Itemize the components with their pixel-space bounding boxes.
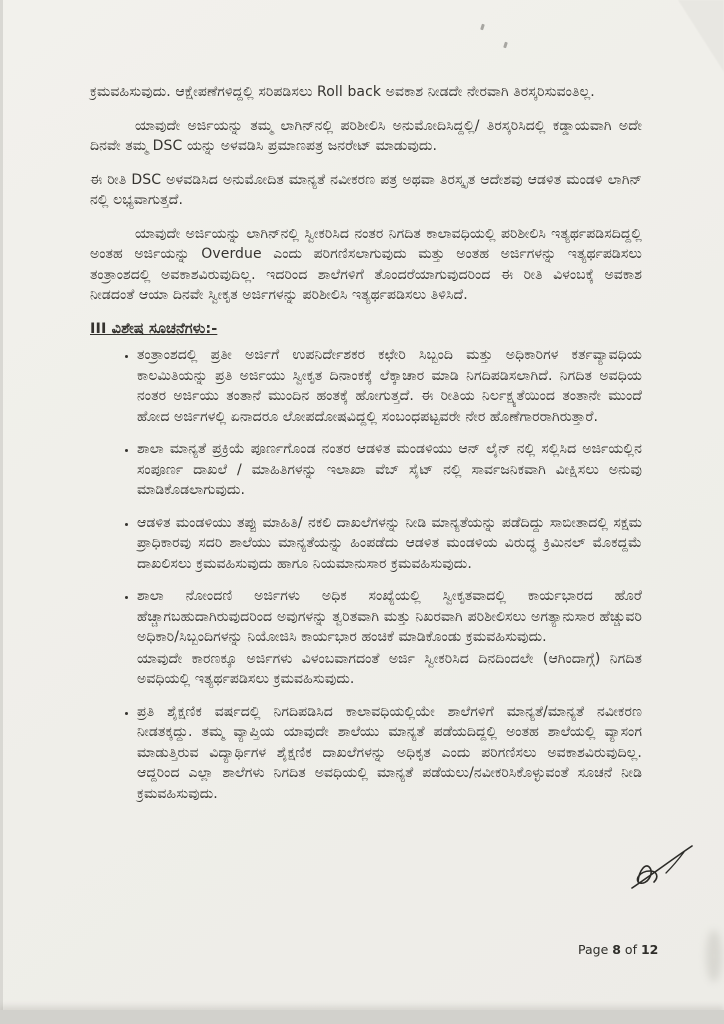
bullet-item: [137, 513, 642, 575]
scan-smudge: [706, 930, 722, 982]
bullet-item: [137, 439, 642, 501]
bullet-item: [137, 702, 642, 805]
bullet-list: [90, 345, 642, 804]
page-footer: [578, 942, 658, 957]
bullet-text: ಶಾಲಾ ಮಾನ್ಯತೆ ಪ್ರಕ್ರಿಯೆ ಪೂರ್ಣಗೊಂಡ ನಂತರ ಆಡಳಿತ ಮಂಡಳಿಯು ಆನ್ ಲೈನ್ ನಲ್ಲಿ ಸಲ್ಲಿಸಿದ ಅರ್ಜಿಯಲ್ಲಿನ ಸಂಪೂರ್ಣ ದಾಖಲೆ / ಮಾಹಿತಿಗಳನ್ನು ಇಲಾಖಾ ವೆಬ್ ಸೈಟ್ ನಲ್ಲಿ ಸಾರ್ವಜನಿಕವಾಗಿ ವೀಕ್ಷಿಸಲು ಅನುವು ಮಾಡಿಕೊಡಲಾಗುವುದು.: [137, 441, 642, 498]
handwritten-initial-mark: [626, 840, 698, 894]
body-text: [90, 82, 642, 816]
section-heading: III ವಿಶೇಷ ಸೂಚನೆಗಳು:-: [90, 320, 218, 337]
bullet-item: [137, 586, 642, 690]
bullet-text: ಆಡಳಿತ ಮಂಡಳಿಯು ತಪ್ಪು ಮಾಹಿತಿ/ ನಕಲಿ ದಾಖಲೆಗಳನ್ನು ನೀಡಿ ಮಾನ್ಯತೆಯನ್ನು ಪಡೆದಿದ್ದು ಸಾಬೀತಾದಲ್ಲಿ ಸಕ್ಷಮ ಪ್ರಾಧಿಕಾರವು ಸದರಿ ಶಾಲೆಯು ಮಾನ್ಯತೆಯನ್ನು ಹಿಂಪಡೆದು ಆಡಳಿತ ಮಂಡಳಿಯ ವಿರುದ್ಧ ಕ್ರಿಮಿನಲ್ ಮೊಕದ್ದಮೆ ದಾಖಲಿಸಲು ಕ್ರಮವಹಿಸುವುದು ಹಾಗೂ ನಿಯಮಾನುಸಾರ ಕ್ರಮವಹಿಸುವುದು.: [137, 514, 642, 572]
bullet-item: [137, 345, 642, 427]
footer-prefix: Page: [578, 942, 613, 957]
paragraph-continuation: ಕ್ರಮವಹಿಸುವುದು. ಆಕ್ಷೇಪಣೆಗಳಿದ್ದಲ್ಲಿ ಸರಿಪಡಿಸಲು Roll back ಅವಕಾಶ ನೀಡದೇ ನೇರವಾಗಿ ತಿರಸ್ಕರಿಸುವಂತಿಲ್ಲ.: [90, 84, 595, 100]
footer-separator: of: [620, 942, 641, 957]
page-number: 8: [612, 942, 621, 957]
bullet-continuation-text: ಯಾವುದೇ ಕಾರಣಕ್ಕೂ ಅರ್ಜಿಗಳು ವಿಳಂಬವಾಗದಂತೆ ಅರ್ಜಿ ಸ್ವೀಕರಿಸಿದ ದಿನದಿಂದಲೇ (ಆಗಿಂದಾಗ್ಗೆ) ನಿಗದಿತ ಅವಧಿಯಲ್ಲಿ ಇತ್ಯರ್ಥಪಡಿಸಲು ಕ್ರಮವಹಿಸುವುದು.: [137, 650, 642, 687]
paragraph: ಯಾವುದೇ ಅರ್ಜಿಯನ್ನು ತಮ್ಮ ಲಾಗಿನ್‌ನಲ್ಲಿ ಪರಿಶೀಲಿಸಿ ಅನುಮೋದಿಸಿದ್ದಲ್ಲಿ/ ತಿರಸ್ಕರಿಸಿದಲ್ಲಿ ಕಡ್ಡಾಯವಾಗಿ ಅದೇ ದಿನವೇ ತಮ್ಮ DSC ಯನ್ನು ಅಳವಡಿಸಿ ಪ್ರಮಾಣಪತ್ರ ಜನರೇಟ್ ಮಾಡುವುದು.: [90, 117, 642, 154]
paragraph: ಯಾವುದೇ ಅರ್ಜಿಯನ್ನು ಲಾಗಿನ್‌ನಲ್ಲಿ ಸ್ವೀಕರಿಸಿದ ನಂತರ ನಿಗದಿತ ಕಾಲಾವಧಿಯಲ್ಲಿ ಪರಿಶೀಲಿಸಿ ಇತ್ಯರ್ಥಪಡಿಸದಿದ್ದಲ್ಲಿ ಅಂತಹ ಅರ್ಜಿಯನ್ನು Overdue ಎಂದು ಪರಿಗಣಿಸಲಾಗುವುದು ಮತ್ತು ಅಂತಹ ಅರ್ಜಿಗಳನ್ನು ಇತ್ಯರ್ಥಪಡಿಸಲು ತಂತ್ರಾಂಶದಲ್ಲಿ ಅವಕಾಶವಿರುವುದಿಲ್ಲ. ಇದರಿಂದ ಶಾಲೆಗಳಿಗೆ ತೊಂದರೆಯಾಗುವುದರಿಂದ ಈ ರೀತಿ ವಿಳಂಬಕ್ಕೆ ಅವಕಾಶ ನೀಡದಂತೆ ಆಯಾ ದಿನವೇ ಸ್ವೀಕೃತ ಅರ್ಜಿಗಳನ್ನು ಪರಿಶೀಲಿಸಿ ಇತ್ಯರ್ಥಪಡಿಸಲು ತಿಳಿಸಿದೆ.: [90, 225, 642, 303]
bullet-text: ಶಾಲಾ ನೋಂದಣಿ ಅರ್ಜಿಗಳು ಅಧಿಕ ಸಂಖ್ಯೆಯಲ್ಲಿ ಸ್ವೀಕೃತವಾದಲ್ಲಿ ಕಾರ್ಯಭಾರದ ಹೊರೆ ಹೆಚ್ಚಾಗಬಹುದಾಗಿರುವುದರಿಂದ ಅವುಗಳನ್ನು ತ್ವರಿತವಾಗಿ ಮತ್ತು ನಿಖರವಾಗಿ ಪರಿಶೀಲಿಸಲು ಅಗತ್ಯಾನುಸಾರ ಹೆಚ್ಚುವರಿ ಅಧಿಕಾರಿ/ಸಿಬ್ಬಂದಿಗಳನ್ನು ನಿಯೋಜಿಸಿ ಕಾರ್ಯಭಾರ ಹಂಚಿಕೆ ಮಾಡಿಕೊಂಡು ಕ್ರಮವಹಿಸುವುದು.: [137, 588, 642, 645]
paragraph: ಈ ರೀತಿ DSC ಅಳವಡಿಸಿದ ಅನುಮೋದಿತ ಮಾನ್ಯತೆ ನವೀಕರಣ ಪತ್ರ ಅಥವಾ ತಿರಸ್ಕೃತ ಆದೇಶವು ಆಡಳಿತ ಮಂಡಳಿ ಲಾಗಿನ್ ನಲ್ಲಿ ಲಭ್ಯವಾಗುತ್ತದೆ.: [90, 171, 642, 208]
scan-left-edge: [0, 0, 3, 1024]
scan-speck: [503, 42, 508, 49]
scan-speck: [480, 24, 485, 31]
bullet-text: ತಂತ್ರಾಂಶದಲ್ಲಿ ಪ್ರತೀ ಅರ್ಜಿಗೆ ಉಪನಿರ್ದೇಶಕರ ಕಛೇರಿ ಸಿಬ್ಬಂದಿ ಮತ್ತು ಅಧಿಕಾರಿಗಳ ಕರ್ತವ್ಯಾವಧಿಯ ಕಾಲಮಿತಿಯನ್ನು ಪ್ರತಿ ಅರ್ಜಿಯು ಸ್ವೀಕೃತ ದಿನಾಂಕಕ್ಕೆ ಲೆಕ್ಕಾಚಾರ ಮಾಡಿ ನಿಗದಿಪಡಿಸಲಾಗಿದೆ. ನಿಗದಿತ ಅವಧಿಯ ನಂತರ ಅರ್ಜಿಯು ತಂತಾನೆ ಮುಂದಿನ ಹಂತಕ್ಕೆ ಹೋಗುತ್ತದೆ. ಈ ರೀತಿಯ ನಿರ್ಲಕ್ಷ್ಯತೆಯಿಂದ ತಂತಾನೇ ಮುಂದೆ ಹೋದ ಅರ್ಜಿಗಳಲ್ಲಿ ಏನಾದರೂ ಲೋಪದೋಷವಿದ್ದಲ್ಲಿ ಸಂಬಂಧಪಟ್ಟವರೇ ನೇರ ಹೊಣೆಗಾರರಾಗಿರುತ್ತಾರೆ.: [137, 347, 642, 425]
scan-corner-fold: [678, 0, 724, 72]
bullet-text: ಪ್ರತಿ ಶೈಕ್ಷಣಿಕ ವರ್ಷದಲ್ಲಿ ನಿಗದಿಪಡಿಸಿದ ಕಾಲಾವಧಿಯಲ್ಲಿಯೇ ಶಾಲೆಗಳಿಗೆ ಮಾನ್ಯತೆ/ಮಾನ್ಯತೆ ನವೀಕರಣ ನೀಡತಕ್ಕದ್ದು. ತಮ್ಮ ವ್ಯಾಪ್ತಿಯ ಯಾವುದೇ ಶಾಲೆಯು ಮಾನ್ಯತೆ ಪಡೆಯದಿದ್ದಲ್ಲಿ ಅಂತಹ ಶಾಲೆಯಲ್ಲಿ ವ್ಯಾಸಂಗ ಮಾಡುತ್ತಿರುವ ವಿದ್ಯಾರ್ಥಿಗಳ ಶೈಕ್ಷಣಿಕ ದಾಖಲೆಗಳನ್ನು ಅಧಿಕೃತ ಎಂದು ಪರಿಗಣಿಸಲು ಅವಕಾಶವಿರುವುದಿಲ್ಲ. ಆದ್ದರಿಂದ ಎಲ್ಲಾ ಶಾಲೆಗಳು ನಿಗದಿತ ಅವಧಿಯಲ್ಲಿ ಮಾನ್ಯತೆ ಪಡೆಯಲು/ನವೀಕರಿಸಿಕೊಳ್ಳುವಂತೆ ಸೂಚನೆ ನೀಡಿ ಕ್ರಮವಹಿಸುವುದು.: [137, 703, 642, 802]
scan-bottom-edge: [0, 1010, 724, 1024]
total-pages: 12: [640, 942, 659, 957]
